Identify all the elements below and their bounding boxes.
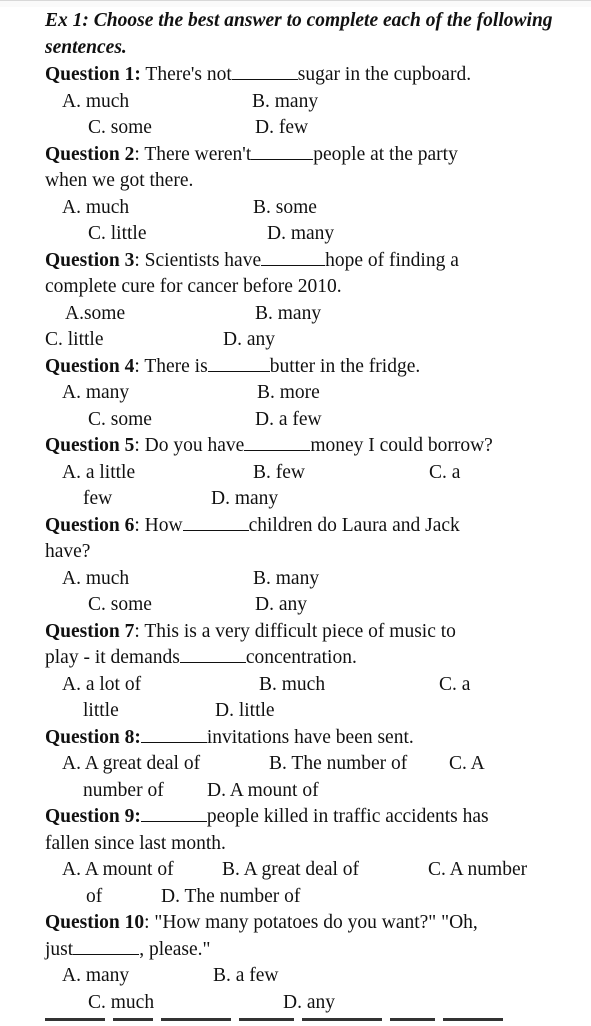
- option-a[interactable]: A. a little: [62, 461, 136, 483]
- options-row: [45, 301, 585, 328]
- question-text: : "How many potatoes do you want?" "Oh,: [144, 912, 478, 933]
- option-a[interactable]: A. A great deal of: [62, 753, 201, 774]
- question-2: [45, 142, 585, 195]
- option-c[interactable]: C. some: [88, 408, 152, 430]
- question-number: Question 10: [45, 912, 145, 933]
- question-text: : How: [134, 514, 183, 536]
- options-row: [45, 751, 585, 778]
- question-text: concentration.: [245, 647, 357, 668]
- option-c-continued: little: [83, 700, 119, 721]
- worksheet: [45, 8, 585, 1016]
- options-row: [45, 460, 585, 487]
- question-text: : This is a very difficult piece of music to: [134, 620, 456, 642]
- option-d[interactable]: D. many: [211, 488, 279, 509]
- question-9: [45, 804, 585, 857]
- option-a[interactable]: A. A mount of: [62, 859, 174, 880]
- option-a[interactable]: A. much: [62, 196, 130, 218]
- option-d[interactable]: D. any: [283, 991, 335, 1013]
- option-c[interactable]: C. much: [88, 991, 155, 1013]
- option-c-continued: number of: [83, 779, 164, 801]
- question-number: Question 9:: [45, 806, 141, 827]
- question-text: have?: [45, 541, 91, 562]
- option-d[interactable]: D. A mount of: [207, 779, 319, 801]
- question-number: Question 2: [45, 143, 135, 165]
- option-b[interactable]: B. few: [253, 461, 305, 483]
- question-text: sugar in the cupboard.: [297, 64, 472, 85]
- options-row: [45, 884, 585, 911]
- option-c[interactable]: C. some: [88, 594, 152, 615]
- question-text: play - it demands: [45, 647, 180, 668]
- options-row: [45, 89, 585, 116]
- question-8: [45, 725, 585, 752]
- option-d[interactable]: D. any: [223, 329, 275, 350]
- question-6: [45, 513, 585, 566]
- option-b[interactable]: B. much: [259, 673, 326, 695]
- option-b[interactable]: B. more: [257, 382, 320, 403]
- options-row: [45, 857, 585, 884]
- question-3: [45, 248, 585, 301]
- option-d[interactable]: D. The number of: [161, 885, 301, 907]
- option-c[interactable]: C. little: [88, 223, 147, 244]
- answer-blank[interactable]: [180, 645, 246, 663]
- question-number: Question 8:: [45, 726, 141, 748]
- option-d[interactable]: D. a few: [255, 408, 322, 430]
- question-text: : There weren't: [134, 143, 252, 165]
- question-text: butter in the fridge.: [269, 355, 421, 377]
- question-10: [45, 910, 585, 963]
- question-text: : Do you have: [134, 435, 245, 456]
- option-c-continued: of: [86, 885, 103, 907]
- question-text: , please.": [139, 938, 211, 960]
- options-row: [45, 566, 585, 593]
- option-c-continued: few: [83, 488, 113, 509]
- question-text: : There is: [134, 355, 208, 377]
- options-row: [45, 486, 585, 513]
- answer-blank[interactable]: [73, 937, 139, 955]
- option-c[interactable]: C. a: [429, 461, 461, 483]
- options-row: [45, 195, 585, 222]
- options-row: [45, 407, 585, 434]
- option-c[interactable]: C. A: [449, 753, 485, 774]
- options-row: [45, 778, 585, 805]
- question-text: money I could borrow?: [310, 435, 493, 456]
- option-d[interactable]: D. any: [255, 594, 307, 615]
- answer-blank[interactable]: [208, 354, 270, 372]
- question-number: Question 7: [45, 620, 135, 642]
- option-d[interactable]: D. many: [267, 223, 335, 244]
- options-row: [45, 327, 585, 354]
- option-b[interactable]: B. many: [252, 90, 319, 112]
- answer-blank[interactable]: [183, 513, 249, 531]
- option-b[interactable]: B. a few: [213, 965, 279, 986]
- question-number: Question 6: [45, 514, 135, 536]
- question-text: people killed in traffic accidents has: [206, 806, 489, 827]
- answer-blank[interactable]: [244, 433, 310, 451]
- option-a[interactable]: A. many: [62, 965, 130, 986]
- option-a[interactable]: A. much: [62, 567, 130, 589]
- option-a[interactable]: A.some: [65, 302, 126, 324]
- question-text: people at the party: [313, 143, 458, 165]
- question-5: [45, 433, 585, 460]
- answer-blank[interactable]: [261, 248, 325, 266]
- option-b[interactable]: B. many: [255, 302, 322, 324]
- answer-blank[interactable]: [141, 725, 207, 743]
- option-a[interactable]: A. much: [62, 90, 130, 112]
- question-text: fallen since last month.: [45, 832, 226, 854]
- option-b[interactable]: B. The number of: [269, 753, 408, 774]
- page-top-border: [0, 0, 591, 7]
- option-c[interactable]: C. some: [88, 117, 152, 138]
- option-c[interactable]: C. a: [439, 673, 471, 695]
- options-row: [45, 698, 585, 725]
- option-d[interactable]: D. few: [255, 117, 309, 138]
- question-text: There's not: [145, 64, 232, 85]
- options-row: [45, 380, 585, 407]
- question-1: [45, 62, 585, 89]
- question-text: hope of finding a: [325, 249, 459, 271]
- question-number: Question 4: [45, 355, 135, 377]
- option-b[interactable]: B. many: [253, 567, 320, 589]
- option-c[interactable]: C. A number: [428, 859, 528, 880]
- question-text: invitations have been sent.: [206, 726, 414, 748]
- option-a[interactable]: A. a lot of: [62, 673, 142, 695]
- question-text: when we got there.: [45, 170, 194, 191]
- exercise-title: Ex 1: Choose the best answer to complete each of the following sentences.: [45, 10, 553, 58]
- option-a[interactable]: A. many: [62, 382, 130, 403]
- options-row: [45, 592, 585, 619]
- option-b[interactable]: B. A great deal of: [222, 859, 360, 880]
- options-row: [45, 221, 585, 248]
- option-c[interactable]: C. little: [45, 329, 104, 350]
- question-text: complete cure for cancer before 2010.: [45, 276, 342, 297]
- answer-blank[interactable]: [251, 142, 313, 160]
- question-7: [45, 619, 585, 672]
- options-row: [45, 990, 585, 1017]
- option-b[interactable]: B. some: [253, 196, 317, 218]
- question-text: just: [45, 938, 74, 960]
- question-4: [45, 354, 585, 381]
- options-row: [45, 963, 585, 990]
- answer-blank[interactable]: [232, 62, 298, 80]
- question-number: Question 3: [45, 249, 135, 271]
- answer-blank[interactable]: [141, 804, 207, 822]
- options-row: [45, 672, 585, 699]
- question-text: : Scientists have: [134, 249, 262, 271]
- option-d[interactable]: D. little: [215, 700, 275, 721]
- options-row: [45, 115, 585, 142]
- question-text: children do Laura and Jack: [248, 514, 460, 536]
- question-number: Question 5: [45, 435, 135, 456]
- question-number: Question 1:: [45, 64, 141, 85]
